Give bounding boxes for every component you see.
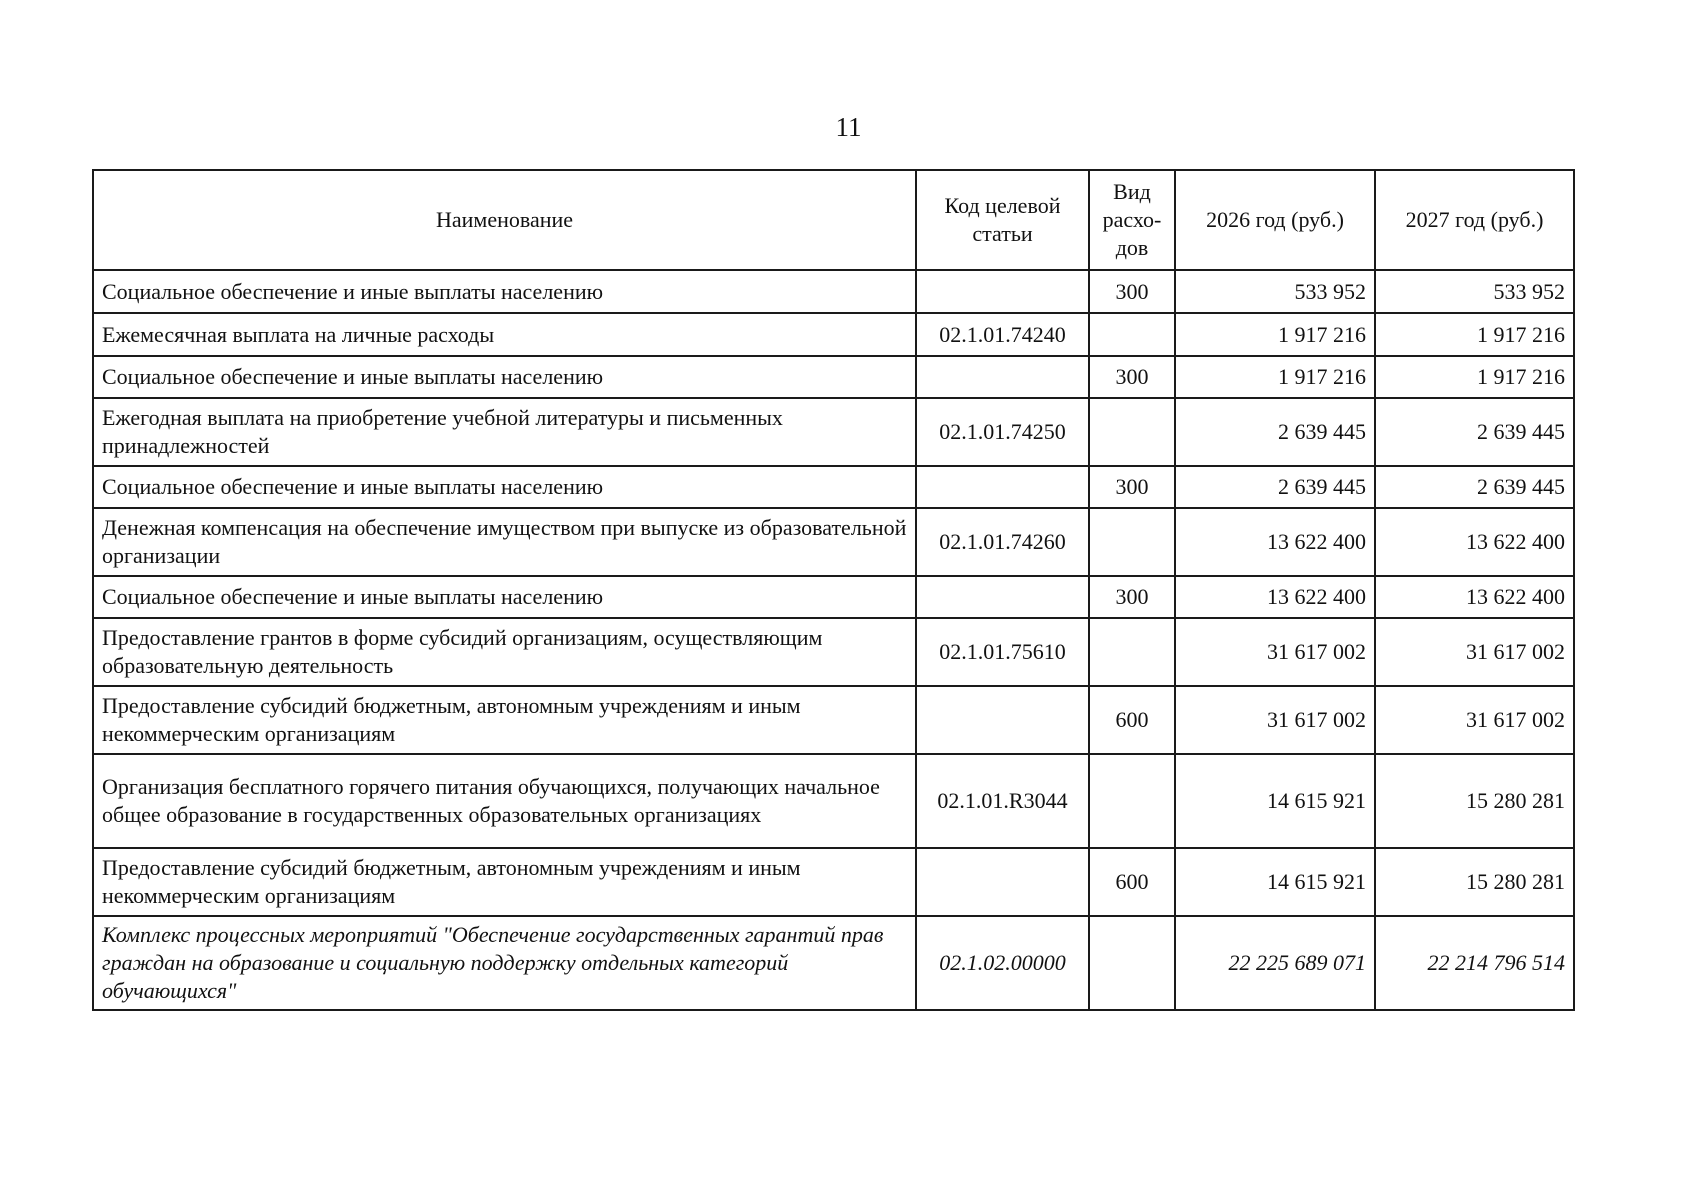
row-expense-type-cell: 300 [1089,466,1175,508]
row-year-2027-cell: 15 280 281 [1375,754,1574,848]
row-year-2026-cell: 31 617 002 [1175,686,1375,754]
row-code-cell [916,466,1089,508]
row-year-2027-cell: 31 617 002 [1375,618,1574,686]
header-year-2027: 2027 год (руб.) [1375,170,1574,270]
row-code-cell [916,270,1089,313]
row-year-2027-cell: 1 917 216 [1375,313,1574,356]
row-year-2027-cell: 15 280 281 [1375,848,1574,916]
row-name-cell: Предоставление субсидий бюджетным, автономным учреждениям и иным некоммерческим организациям [93,686,916,754]
header-expense-type: Вид расхо-дов [1089,170,1175,270]
table-row [93,270,1574,313]
table-row [93,356,1574,398]
table-row [93,916,1574,1010]
row-year-2026-cell: 1 917 216 [1175,313,1375,356]
row-year-2026-cell: 14 615 921 [1175,754,1375,848]
table-row [93,466,1574,508]
budget-table [92,169,1575,1011]
row-expense-type-cell: 300 [1089,270,1175,313]
row-code-cell [916,356,1089,398]
row-code-cell: 02.1.01.R3044 [916,754,1089,848]
row-expense-type-cell [1089,754,1175,848]
row-code-cell: 02.1.01.75610 [916,618,1089,686]
table-row [93,848,1574,916]
table-row [93,686,1574,754]
row-code-cell [916,686,1089,754]
row-expense-type-cell [1089,508,1175,576]
row-year-2026-cell: 2 639 445 [1175,466,1375,508]
row-year-2027-cell: 13 622 400 [1375,576,1574,618]
row-year-2027-cell: 533 952 [1375,270,1574,313]
row-code-cell: 02.1.01.74250 [916,398,1089,466]
row-year-2026-cell: 13 622 400 [1175,576,1375,618]
row-name-cell: Денежная компенсация на обеспечение имуществом при выпуске из образовательной организации [93,508,916,576]
header-year-2026: 2026 год (руб.) [1175,170,1375,270]
row-code-cell: 02.1.02.00000 [916,916,1089,1010]
table-header-row [93,170,1574,270]
header-name: Наименование [93,170,916,270]
row-name-cell: Организация бесплатного горячего питания обучающихся, получающих начальное общее образование в государственных образовательных организациях [93,754,916,848]
row-name-cell: Предоставление субсидий бюджетным, автономным учреждениям и иным некоммерческим организациям [93,848,916,916]
row-year-2027-cell: 22 214 796 514 [1375,916,1574,1010]
row-year-2027-cell: 1 917 216 [1375,356,1574,398]
row-code-cell [916,848,1089,916]
row-year-2027-cell: 31 617 002 [1375,686,1574,754]
row-name-cell: Социальное обеспечение и иные выплаты населению [93,270,916,313]
row-name-cell: Социальное обеспечение и иные выплаты населению [93,576,916,618]
row-year-2027-cell: 2 639 445 [1375,466,1574,508]
row-expense-type-cell: 300 [1089,576,1175,618]
table-row [93,618,1574,686]
row-year-2026-cell: 1 917 216 [1175,356,1375,398]
row-year-2026-cell: 13 622 400 [1175,508,1375,576]
row-name-cell: Ежегодная выплата на приобретение учебной литературы и письменных принадлежностей [93,398,916,466]
row-code-cell: 02.1.01.74260 [916,508,1089,576]
row-code-cell: 02.1.01.74240 [916,313,1089,356]
table-row [93,508,1574,576]
table-row [93,576,1574,618]
row-year-2027-cell: 2 639 445 [1375,398,1574,466]
row-name-cell: Ежемесячная выплата на личные расходы [93,313,916,356]
header-code: Код целевой статьи [916,170,1089,270]
row-expense-type-cell [1089,398,1175,466]
row-year-2026-cell: 31 617 002 [1175,618,1375,686]
row-year-2026-cell: 14 615 921 [1175,848,1375,916]
table-row [93,313,1574,356]
row-name-cell: Комплекс процессных мероприятий "Обеспечение государственных гарантий прав граждан на образование и социальную поддержку отдельных категорий обучающихся" [93,916,916,1010]
table-row [93,754,1574,848]
page-number: 11 [835,112,862,142]
table-row [93,398,1574,466]
row-year-2026-cell: 533 952 [1175,270,1375,313]
row-expense-type-cell [1089,313,1175,356]
row-expense-type-cell: 300 [1089,356,1175,398]
row-expense-type-cell: 600 [1089,848,1175,916]
row-name-cell: Предоставление грантов в форме субсидий организациям, осуществляющим образовательную деятельность [93,618,916,686]
row-code-cell [916,576,1089,618]
row-expense-type-cell: 600 [1089,686,1175,754]
row-year-2026-cell: 2 639 445 [1175,398,1375,466]
row-expense-type-cell [1089,916,1175,1010]
row-year-2027-cell: 13 622 400 [1375,508,1574,576]
row-expense-type-cell [1089,618,1175,686]
row-name-cell: Социальное обеспечение и иные выплаты населению [93,356,916,398]
table-body [93,270,1574,1010]
row-name-cell: Социальное обеспечение и иные выплаты населению [93,466,916,508]
row-year-2026-cell: 22 225 689 071 [1175,916,1375,1010]
